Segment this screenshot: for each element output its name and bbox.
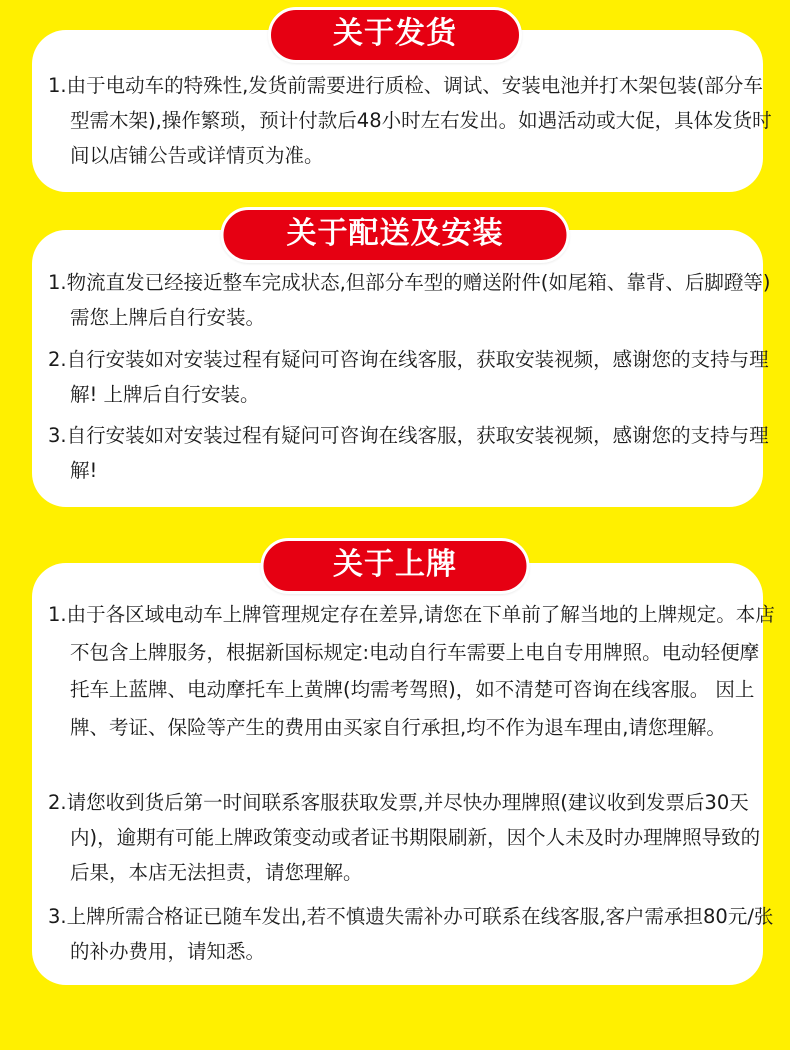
delivery-item-3: 3.自行安装如对安装过程有疑问可咨询在线客服，获取安装视频，感谢您的支持与理解! bbox=[48, 424, 769, 482]
license-item-1: 1.由于各区域电动车上牌管理规定存在差异,请您在下单前了解当地的上牌规定。本店不包含上牌服务，根据新国标规定:电动自行车需要上电自专用牌照。电动轻便摩托车上蓝牌、电动摩托车上黄牌(均需考驾照)，如不清楚可咨询在线客服。 因上牌、考证、保险等产生的费用由买家自行承担,均不作为退车理由,请您理解。 bbox=[48, 603, 775, 739]
license-item-3: 3.上牌所需合格证已随车发出,若不慎遗失需补办可联系在线客服,客户需承担80元/张的补办费用，请知悉。 bbox=[48, 905, 774, 963]
license-title: 关于上牌 bbox=[261, 538, 530, 594]
license-item-2: 2.请您收到货后第一时间联系客服获取发票,并尽快办理牌照(建议收到发票后30天内)，逾期有可能上牌政策变动或者证书期限刷新，因个人未及时办理牌照导致的后果，本店无法担责，请您理解。 bbox=[48, 791, 761, 884]
delivery-item-2: 2.自行安装如对安装过程有疑问可咨询在线客服，获取安装视频，感谢您的支持与理解! 上牌后自行安装。 bbox=[48, 348, 769, 406]
delivery-title: 关于配送及安装 bbox=[221, 207, 570, 263]
delivery-item-1: 1.物流直发已经接近整车完成状态,但部分车型的赠送附件(如尾箱、靠背、后脚蹬等)需您上牌后自行安装。 bbox=[48, 271, 771, 329]
shipping-item-1: 1.由于电动车的特殊性,发货前需要进行质检、调试、安装电池并打木架包装(部分车型需木架),操作繁琐，预计付款后48小时左右发出。如遇活动或大促，具体发货时间以店铺公告或详情页为准。 bbox=[48, 74, 772, 167]
shipping-title: 关于发货 bbox=[268, 7, 522, 63]
